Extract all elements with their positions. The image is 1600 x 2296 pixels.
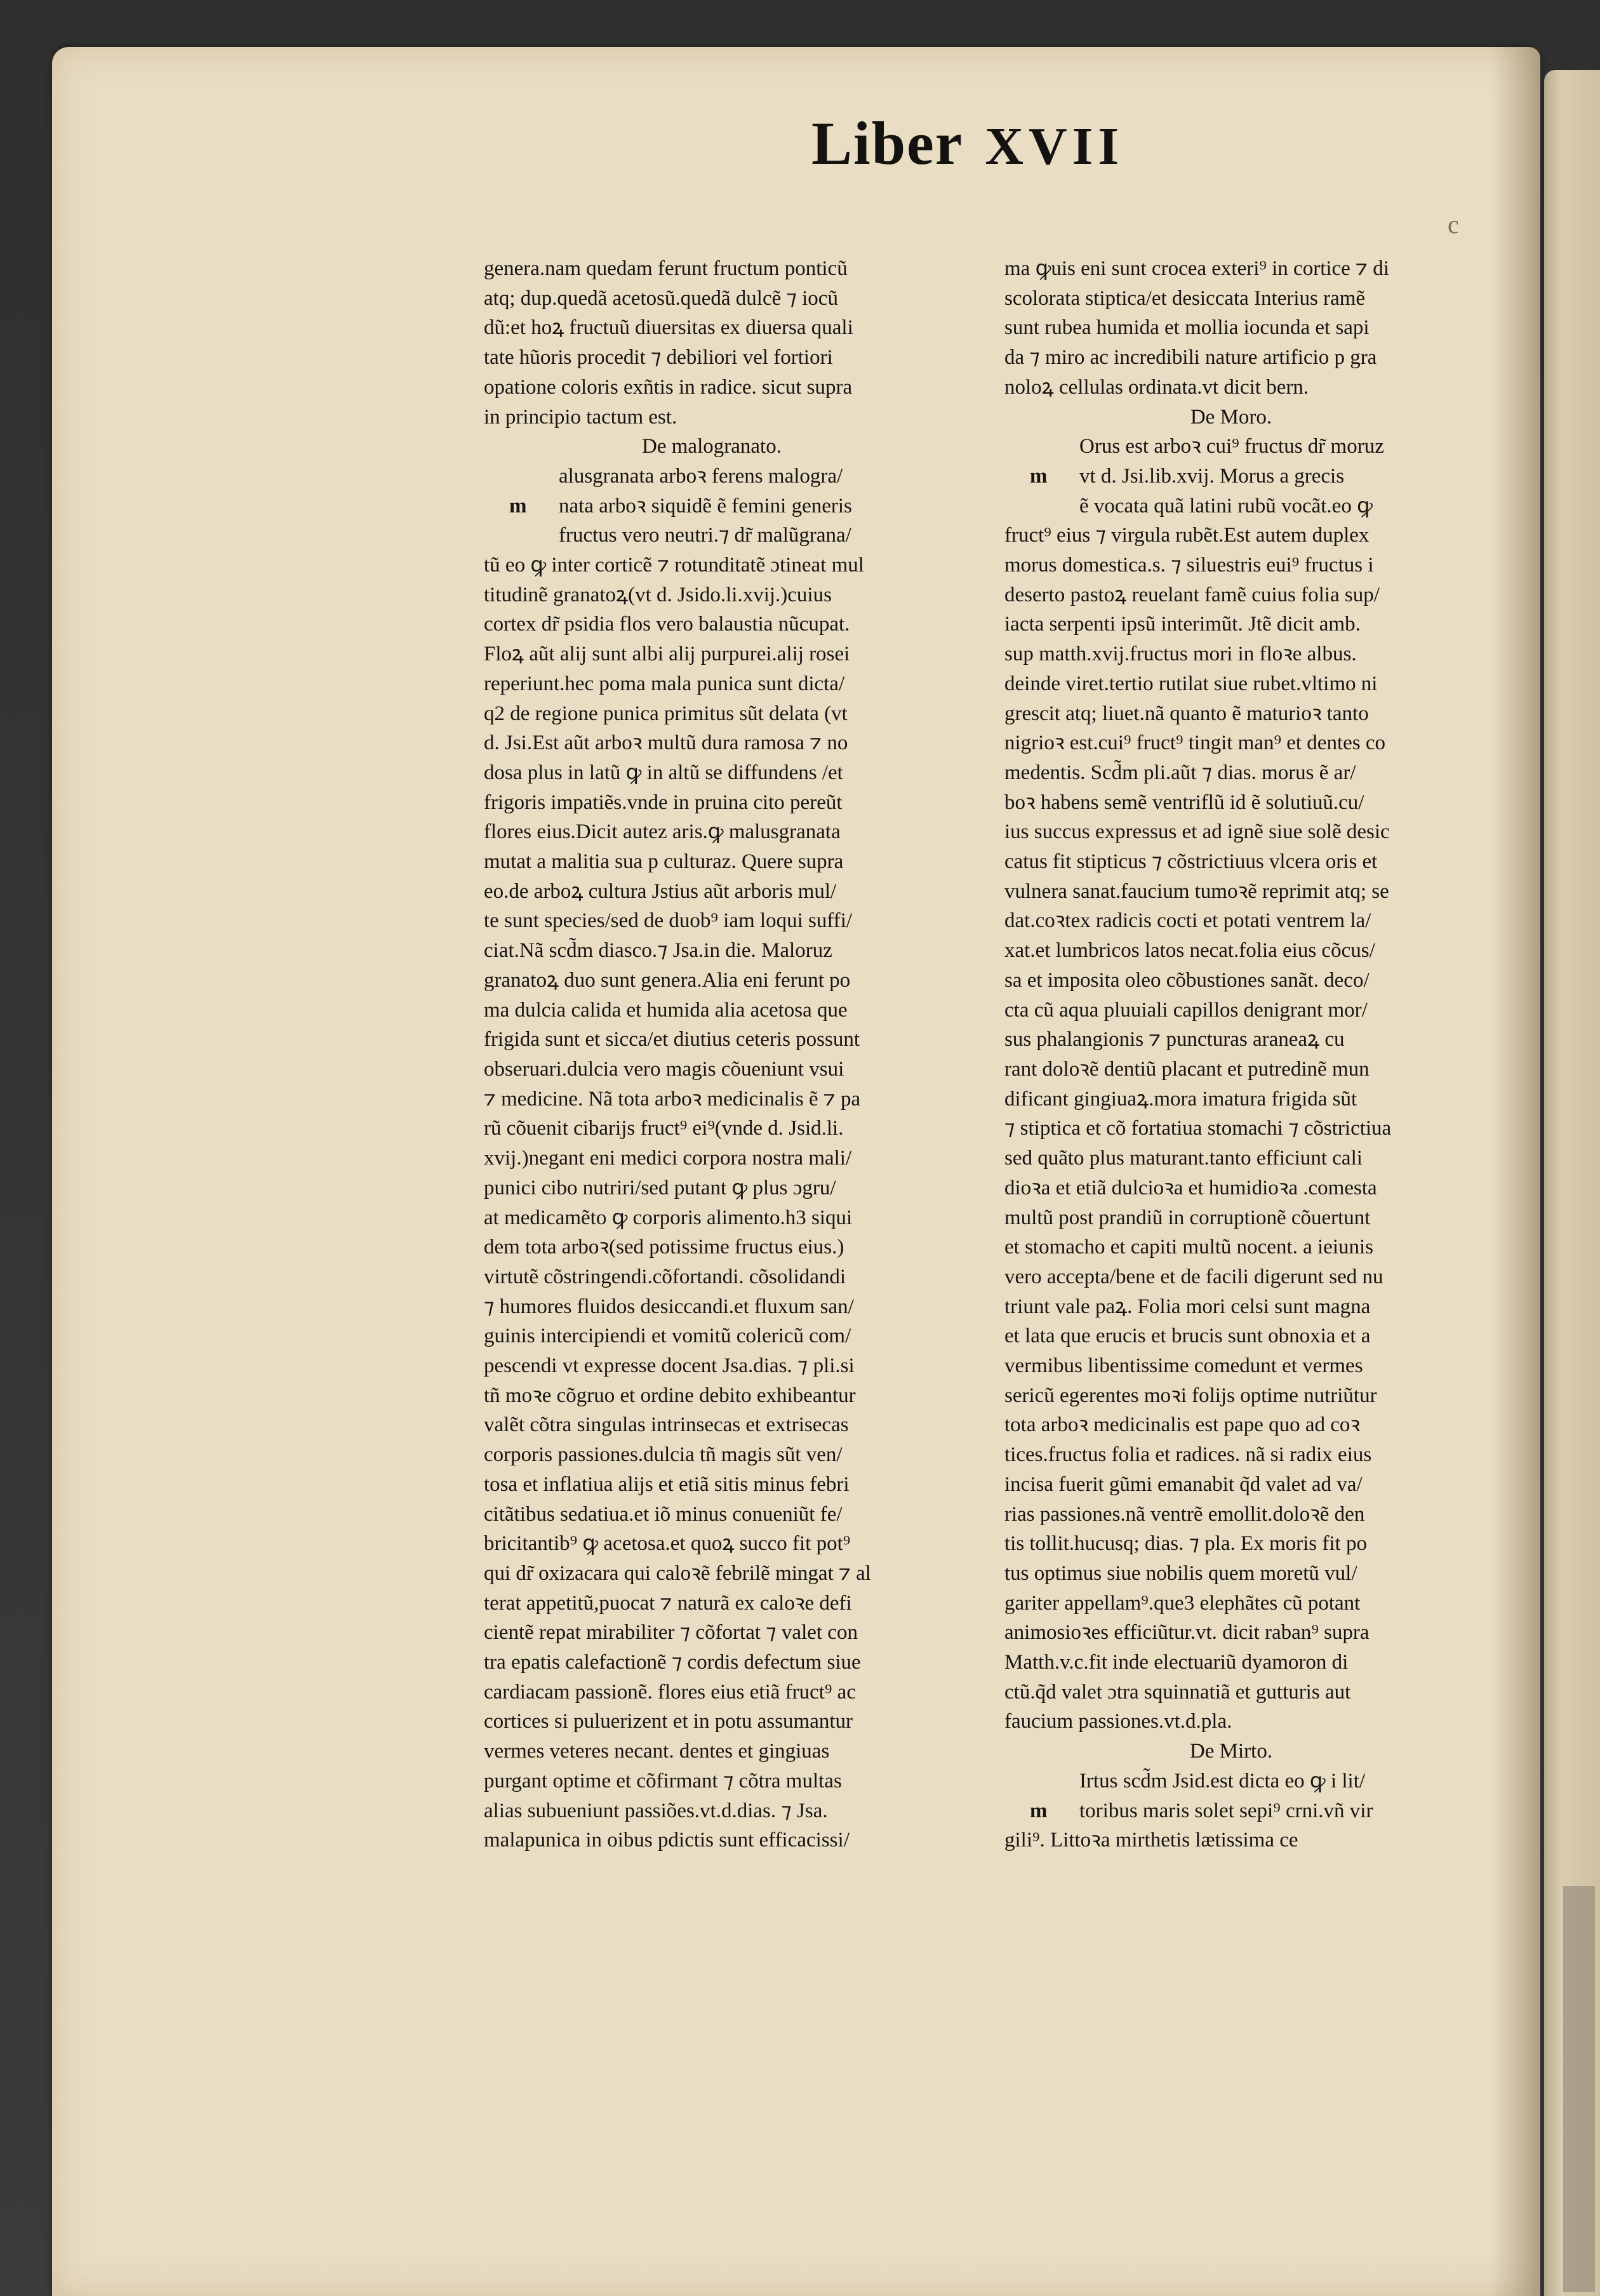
line-text: tus optimus siue nobilis quem moretũ vul/	[1004, 1561, 1357, 1585]
line-text: catus fit stipticus ⁊ cõstrictiuus vlcera oris et	[1004, 850, 1378, 874]
text-line	[484, 1203, 940, 1233]
line-text: ẽ vocata quã latini rubũ vocãt.eo ꝙ	[1079, 494, 1373, 517]
line-text: ma ꝙuis eni sunt crocea exteri⁹ in cortice ⁊ di	[1004, 257, 1389, 280]
line-text: tices.fructus folia et radices. nã si radix eius	[1004, 1443, 1372, 1467]
text-line	[484, 1144, 940, 1173]
text-line	[1004, 1055, 1458, 1085]
section-heading	[484, 432, 940, 462]
text-line	[484, 403, 940, 432]
line-text: atq; dup.quedã acetosũ.quedã dulcẽ ⁊ iocũ	[484, 286, 838, 310]
text-line	[484, 284, 940, 314]
text-line	[484, 966, 940, 996]
text-line	[484, 1085, 940, 1114]
text-line	[1004, 936, 1458, 966]
text-line	[484, 373, 940, 403]
line-text: virtutẽ cõstringendi.cõfortandi. cõsolidandi	[484, 1265, 846, 1288]
text-line	[1004, 1678, 1458, 1707]
running-head-title: Liber	[811, 109, 964, 177]
text-line	[484, 1470, 940, 1500]
line-text: boꝛ habens semẽ ventriflũ id ẽ solutiuũ.cu/	[1004, 791, 1364, 814]
text-line	[484, 847, 940, 877]
line-text: tis tollit.hucusq; dias. ⁊ pla. Ex moris fit po	[1004, 1532, 1367, 1556]
text-line	[1004, 313, 1458, 343]
text-line	[1004, 1351, 1458, 1381]
line-text: De Mirto.	[1189, 1740, 1273, 1763]
text-line	[484, 313, 940, 343]
line-text: nata arboꝛ siquidẽ ẽ femini generis	[559, 494, 852, 517]
line-text: rant doloꝛẽ dentiũ placant et putredinẽ mun	[1004, 1057, 1370, 1081]
line-text: da ⁊ miro ac incredibili nature artificio p gra	[1004, 346, 1377, 370]
line-text: sup matth.xvij.fructus mori in floꝛe albus.	[1004, 643, 1357, 666]
line-text: medentis. Scd̃m pli.aũt ⁊ dias. morus ẽ ar/	[1004, 761, 1356, 784]
margin-mark: c	[1448, 210, 1459, 239]
line-text: terat appetitũ,puocat ⁊ naturã ex caloꝛe defi	[484, 1591, 852, 1615]
line-text: animosioꝛes efficiũtur.vt. dicit raban⁹ supra	[1004, 1621, 1370, 1645]
text-line	[484, 1529, 940, 1559]
text-line	[1004, 284, 1458, 314]
text-line	[1004, 1470, 1458, 1500]
line-text: Floꝝ aũt alij sunt albi alij purpurei.alij rosei	[484, 643, 850, 666]
text-line	[1004, 491, 1458, 521]
marginal-initial: m	[1030, 1799, 1048, 1822]
line-text: te sunt species/sed de duob⁹ iam loqui suffi/	[484, 909, 853, 933]
line-text: multũ post prandiũ in corruptionẽ cõuertunt	[1004, 1206, 1371, 1229]
line-text: frigida sunt et sicca/et diutius ceteris possunt	[484, 1028, 860, 1051]
next-page-edge	[1544, 70, 1600, 2296]
text-line	[1004, 906, 1458, 936]
line-text: malapunica in oibus pdictis sunt efficacissi/	[484, 1829, 850, 1852]
line-text: faucium passiones.vt.d.pla.	[1004, 1710, 1232, 1733]
line-text: alusgranata arboꝛ ferens malogra/	[559, 464, 843, 488]
text-line	[1004, 343, 1458, 373]
line-text: dat.coꝛtex radicis cocti et potati ventrem la/	[1004, 909, 1371, 933]
section-heading	[1004, 1737, 1458, 1766]
line-text: sericũ egerentes moꝛi folijs optime nutriũtur	[1004, 1384, 1377, 1407]
text-line	[1004, 699, 1458, 729]
line-text: punici cibo nutriri/sed putant ꝙ plus ɔgru/	[484, 1176, 836, 1199]
line-text: vermes veteres necant. dentes et gingiuas	[484, 1740, 830, 1763]
text-line	[484, 462, 940, 491]
text-line	[1004, 1321, 1458, 1351]
line-text: dioꝛa et etiã dulcioꝛa et humidioꝛa .comesta	[1004, 1176, 1377, 1199]
text-line	[484, 491, 940, 521]
text-line	[1004, 817, 1458, 847]
line-text: reperiunt.hec poma mala punica sunt dicta/	[484, 672, 845, 695]
text-line	[484, 343, 940, 373]
line-text: Irtus scd̃m Jsid.est dicta eo ꝙ i lit/	[1079, 1769, 1366, 1792]
text-line	[1004, 610, 1458, 639]
text-line	[1004, 1529, 1458, 1559]
text-line	[484, 1648, 940, 1678]
text-line	[484, 877, 940, 907]
line-text: dũ:et hoꝝ fructuũ diuersitas ex diuersa quali	[484, 316, 853, 340]
text-line	[1004, 1025, 1458, 1055]
text-line	[484, 1589, 940, 1619]
line-text: rias passiones.nã ventrẽ emollit.doloꝛẽ den	[1004, 1502, 1365, 1526]
text-line	[484, 936, 940, 966]
binding-strip	[1563, 1886, 1595, 2292]
text-line	[1004, 1144, 1458, 1173]
line-text: granatoꝝ duo sunt genera.Alia eni ferunt po	[484, 968, 851, 992]
text-line	[484, 1707, 940, 1737]
text-line	[1004, 462, 1458, 491]
line-text: ma dulcia calida et humida alia acetosa que	[484, 998, 848, 1022]
line-text: vt d. Jsi.lib.xvij. Morus a grecis	[1079, 464, 1345, 488]
line-text: dosa plus in latũ ꝙ in altũ se diffundens /et	[484, 761, 843, 784]
line-text: toribus maris solet sepi⁹ crni.vñ vir	[1079, 1799, 1373, 1822]
text-line	[1004, 1114, 1458, 1144]
line-text: dem tota arboꝛ(sed potissime fructus eius.)	[484, 1236, 844, 1259]
line-text: eo.de arboꝝ cultura Jstius aũt arboris mul/	[484, 879, 837, 903]
line-text: cientẽ repat mirabiliter ⁊ cõfortat ⁊ valet con	[484, 1621, 858, 1645]
line-text: tñ moꝛe cõgruo et ordine debito exhibeantur	[484, 1384, 856, 1407]
text-line	[484, 1292, 940, 1322]
line-text: rũ cõuenit cibarijs fruct⁹ ei⁹(vnde d. Jsid.li.	[484, 1117, 844, 1140]
text-line	[1004, 1766, 1458, 1796]
marginal-initial: m	[509, 494, 527, 517]
text-line	[1004, 877, 1458, 907]
line-text: flores eius.Dicit autez aris.ꝙ malusgranata	[484, 820, 841, 844]
line-text: ⁊ stiptica et cõ fortatiua stomachi ⁊ cõstrictiua	[1004, 1117, 1392, 1140]
text-line	[484, 1381, 940, 1411]
line-text: purgant optime et cõfirmant ⁊ cõtra multas	[484, 1769, 842, 1792]
line-text: cta cũ aqua pluuiali capillos denigrant mor/	[1004, 998, 1368, 1022]
line-text: noloꝝ cellulas ordinata.vt dicit bern.	[1004, 375, 1309, 399]
text-line	[484, 996, 940, 1025]
line-text: dificant gingiuaꝝ.mora imatura frigida sũt	[1004, 1087, 1357, 1111]
line-text: ctũ.q̃d valet ɔtra squinnatiã et gutturis aut	[1004, 1680, 1351, 1704]
line-text: sunt rubea humida et mollia iocunda et sapi	[1004, 316, 1370, 340]
text-line	[1004, 1440, 1458, 1470]
text-line	[1004, 1707, 1458, 1737]
text-line	[484, 1440, 940, 1470]
line-text: incisa fuerit gũmi emanabit q̃d valet ad va/	[1004, 1472, 1363, 1496]
text-line	[1004, 788, 1458, 818]
line-text: fructus vero neutri.⁊ dr̃ malũgrana/	[559, 524, 851, 547]
line-text: ciat.Nã scd̃m diasco.⁊ Jsa.in die. Maloruz	[484, 939, 832, 963]
text-line	[1004, 996, 1458, 1025]
line-text: vulnera sanat.faucium tumoꝛẽ reprimit atq; se	[1004, 879, 1389, 903]
line-text: corporis passiones.dulcia tñ magis sũt ven/	[484, 1443, 843, 1467]
line-text: valẽt cõtra singulas intrinsecas et extrisecas	[484, 1413, 849, 1437]
line-text: iacta serpenti ipsũ interimũt. Jtẽ dicit amb.	[1004, 613, 1361, 636]
line-text: xvij.)negant eni medici corpora nostra mali/	[484, 1147, 852, 1170]
text-line	[1004, 1232, 1458, 1262]
line-text: ⁊ medicine. Nã tota arboꝛ medicinalis ẽ ⁊ pa	[484, 1087, 861, 1111]
line-text: cortex dr̃ psidia flos vero balaustia nũcupat.	[484, 613, 850, 636]
text-line	[1004, 551, 1458, 580]
text-line	[484, 1618, 940, 1648]
text-line	[1004, 1589, 1458, 1619]
line-text: sus phalangionis ⁊ puncturas araneaꝝ cu	[1004, 1028, 1345, 1051]
text-line	[484, 1055, 940, 1085]
line-text: vero accepta/bene et de facili digerunt sed nu	[1004, 1265, 1383, 1288]
line-text: Orus est arboꝛ cui⁹ fructus dr̃ moruz	[1079, 435, 1384, 458]
marginal-initial: m	[1030, 464, 1048, 488]
line-text: sa et imposita oleo cõbustiones sanãt. deco/	[1004, 968, 1370, 992]
text-line	[484, 610, 940, 639]
text-line	[484, 1559, 940, 1589]
line-text: pescendi vt expresse docent Jsa.dias. ⁊ pli.si	[484, 1354, 855, 1378]
text-line	[1004, 1500, 1458, 1530]
text-line	[484, 551, 940, 580]
line-text: titudinẽ granatoꝝ(vt d. Jsido.li.xvij.)cuius	[484, 583, 832, 606]
line-text: De malogranato.	[642, 435, 782, 458]
text-line	[1004, 1173, 1458, 1203]
running-head-book-number: XVII	[985, 117, 1124, 176]
text-line	[484, 669, 940, 699]
text-line	[1004, 966, 1458, 996]
line-text: tũ eo ꝙ inter corticẽ ⁊ rotunditatẽ ɔtineat mul	[484, 554, 864, 577]
text-line	[1004, 1381, 1458, 1411]
line-text: cardiacam passionẽ. flores eius etiã fruct⁹ ac	[484, 1680, 856, 1704]
line-text: et lata que erucis et brucis sunt obnoxia et a	[1004, 1325, 1371, 1348]
text-line	[484, 728, 940, 758]
text-line	[484, 1796, 940, 1826]
line-text: gariter appellam⁹.que3 elephãtes cũ potant	[1004, 1591, 1361, 1615]
text-line	[1004, 1648, 1458, 1678]
text-line	[1004, 521, 1458, 551]
text-line	[484, 1262, 940, 1292]
line-text: vermibus libentissime comedunt et vermes	[1004, 1354, 1363, 1378]
text-line	[484, 521, 940, 551]
text-line	[1004, 1796, 1458, 1826]
text-line	[484, 1825, 940, 1855]
line-text: tate hũoris procedit ⁊ debiliori vel fortiori	[484, 346, 833, 370]
line-text: cortices si puluerizent et in potu assumantur	[484, 1710, 853, 1733]
right-text-column	[1004, 254, 1458, 1855]
line-text: genera.nam quedam ferunt fructum ponticũ	[484, 257, 848, 280]
text-line	[484, 1678, 940, 1707]
line-text: bricitantib⁹ ꝙ acetosa.et quoꝝ succo fit pot⁹	[484, 1532, 851, 1556]
text-line	[484, 906, 940, 936]
text-line	[1004, 847, 1458, 877]
line-text: Matth.v.c.fit inde electuariũ dyamoron di	[1004, 1651, 1349, 1674]
line-text: d. Jsi.Est aũt arboꝛ multũ dura ramosa ⁊ no	[484, 731, 848, 755]
line-text: gili⁹. Littoꝛa mirthetis lætissima ce	[1004, 1829, 1298, 1852]
text-line	[484, 1173, 940, 1203]
text-line	[484, 254, 940, 284]
line-text: guinis intercipiendi et vomitũ colericũ com/	[484, 1325, 851, 1348]
text-line	[484, 1766, 940, 1796]
text-line	[1004, 1825, 1458, 1855]
running-head	[811, 108, 1124, 178]
line-text: tosa et inflatiua alijs et etiã sitis minus febri	[484, 1472, 850, 1496]
text-line	[484, 1025, 940, 1055]
line-text: triunt vale paꝝ. Folia mori celsi sunt magna	[1004, 1295, 1371, 1318]
line-text: tra epatis calefactionẽ ⁊ cordis defectum siue	[484, 1651, 861, 1674]
text-line	[1004, 1292, 1458, 1322]
line-text: citãtibus sedatiua.et iõ minus conueniũt fe/	[484, 1502, 843, 1526]
text-line	[484, 1500, 940, 1530]
line-text: De Moro.	[1190, 405, 1272, 429]
text-line	[484, 817, 940, 847]
line-text: ⁊ humores fluidos desiccandi.et fluxum san/	[484, 1295, 854, 1318]
left-text-column	[484, 254, 940, 1855]
text-line	[1004, 373, 1458, 403]
text-line	[1004, 1559, 1458, 1589]
text-line	[484, 699, 940, 729]
line-text: deserto pastoꝝ reuelant famẽ cuius folia sup/	[1004, 583, 1380, 606]
section-heading	[1004, 403, 1458, 432]
text-line	[1004, 254, 1458, 284]
text-line	[484, 1232, 940, 1262]
text-line	[484, 788, 940, 818]
text-line	[1004, 1085, 1458, 1114]
text-line	[484, 1410, 940, 1440]
line-text: frigoris impatiẽs.vnde in pruina cito pereũt	[484, 791, 843, 814]
line-text: xat.et lumbricos latos necat.folia eius cõcus/	[1004, 939, 1375, 963]
line-text: in principio tactum est.	[484, 405, 677, 429]
line-text: et stomacho et capiti multũ nocent. a ieiunis	[1004, 1236, 1374, 1259]
text-line	[1004, 1618, 1458, 1648]
text-line	[484, 1351, 940, 1381]
line-text: sed quãto plus maturant.tanto efficiunt cali	[1004, 1147, 1363, 1170]
text-line	[484, 1321, 940, 1351]
line-text: qui dr̃ oxizacara qui caloꝛẽ febrilẽ mingat ⁊ al	[484, 1561, 871, 1585]
line-text: opatione coloris exñtis in radice. sicut supra	[484, 375, 853, 399]
line-text: q2 de regione punica primitus sũt delata (vt	[484, 702, 848, 725]
text-line	[484, 639, 940, 669]
text-line	[1004, 758, 1458, 788]
line-text: scolorata stiptica/et desiccata Interius ramẽ	[1004, 286, 1366, 310]
text-line	[1004, 1410, 1458, 1440]
text-line	[484, 1737, 940, 1766]
text-line	[1004, 639, 1458, 669]
text-line	[1004, 1262, 1458, 1292]
line-text: alias subueniunt passiões.vt.d.dias. ⁊ Jsa.	[484, 1799, 828, 1822]
line-text: tota arboꝛ medicinalis est pape quo ad coꝛ	[1004, 1413, 1361, 1437]
text-line	[1004, 1203, 1458, 1233]
text-line	[1004, 669, 1458, 699]
line-text: ius succus expressus et ad ignẽ siue solẽ desic	[1004, 820, 1390, 844]
line-text: at medicamẽto ꝙ corporis alimento.h3 siqui	[484, 1206, 853, 1229]
line-text: morus domestica.s. ⁊ siluestris eui⁹ fructus i	[1004, 554, 1374, 577]
text-line	[1004, 728, 1458, 758]
text-line	[484, 580, 940, 610]
line-text: mutat a malitia sua p culturaz. Quere supra	[484, 850, 844, 874]
line-text: fruct⁹ eius ⁊ virgula rubẽt.Est autem duplex	[1004, 524, 1370, 547]
text-line	[484, 758, 940, 788]
text-line	[1004, 580, 1458, 610]
line-text: grescit atq; liuet.nã quanto ẽ maturioꝛ tanto	[1004, 702, 1369, 725]
line-text: deinde viret.tertio rutilat siue rubet.vltimo ni	[1004, 672, 1378, 695]
text-line	[1004, 432, 1458, 462]
line-text: obseruari.dulcia vero magis cõueniunt vsui	[484, 1057, 844, 1081]
text-line	[484, 1114, 940, 1144]
line-text: nigrioꝛ est.cui⁹ fruct⁹ tingit man⁹ et dentes co	[1004, 731, 1386, 755]
